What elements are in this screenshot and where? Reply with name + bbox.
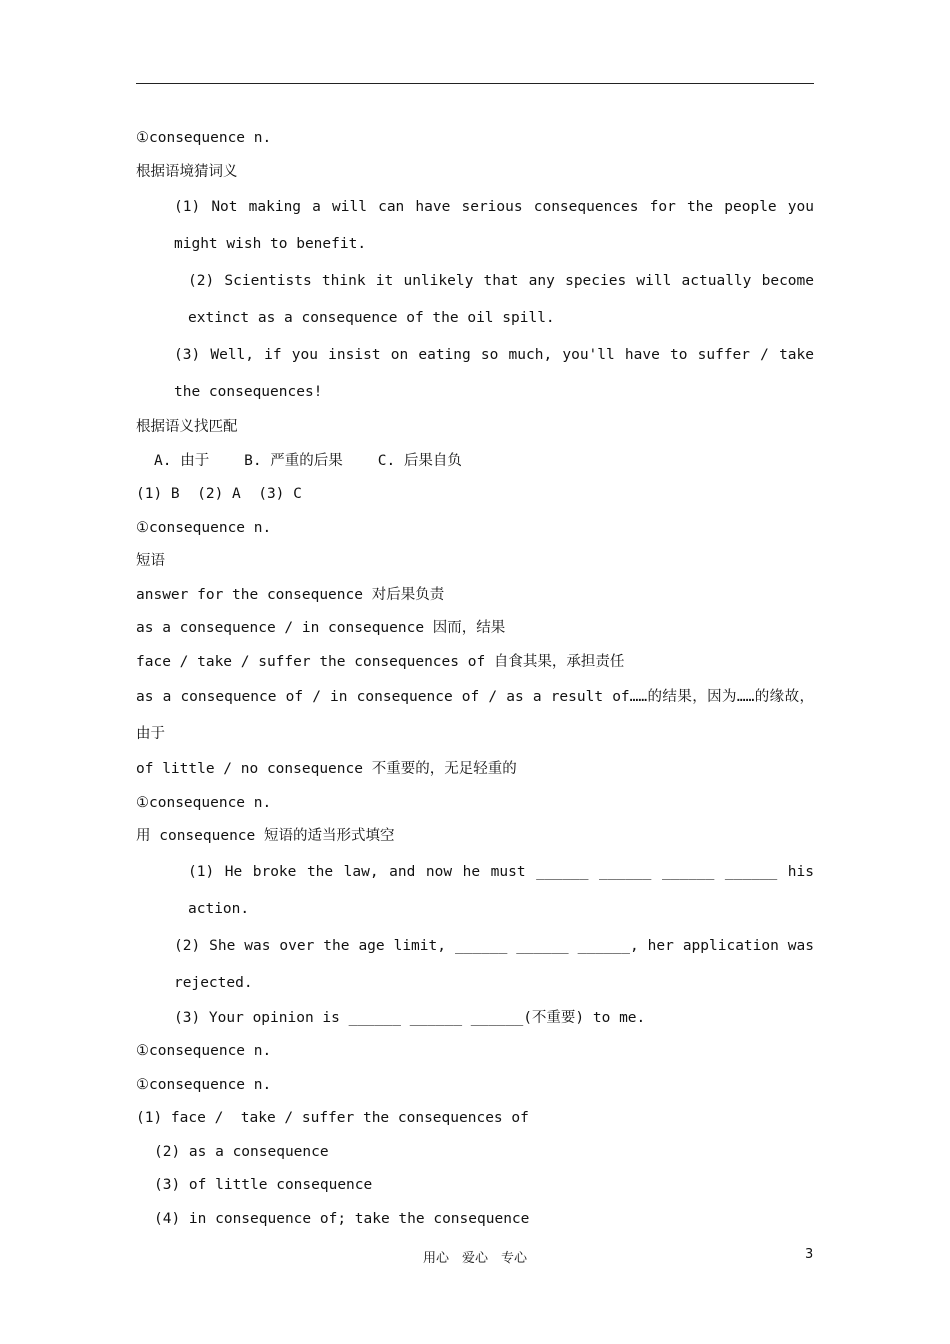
text-line: (1) B (2) A (3) C: [136, 486, 302, 502]
text-line: ①consequence n.: [136, 130, 272, 146]
text-line: (1) face / take / suffer the consequences of: [136, 1110, 529, 1126]
text-line: 短语: [136, 553, 165, 569]
text-line: 根据语义找匹配: [136, 419, 238, 435]
text-line: (3) Your opinion is ______ ______ ______(不重要) to me.: [174, 1009, 646, 1026]
text-line: (2) as a consequence: [154, 1143, 329, 1160]
page-body: [136, 122, 814, 1236]
text-paragraph: (1) Not making a will can have serious consequences for the people you might wish to benefit.: [174, 199, 814, 252]
text-line: ①consequence n.: [136, 1043, 272, 1059]
text-line: answer for the consequence 对后果负责: [136, 586, 445, 603]
text-paragraph: as a consequence of / in consequence of / as a result of……的结果，因为……的缘故，由于: [136, 689, 814, 742]
text-paragraph: (3) Well, if you insist on eating so much, you'll have to suffer / take the consequences!: [174, 347, 814, 400]
text-line: A. 由于 B. 严重的后果 C. 后果自负: [154, 452, 462, 469]
text-line: ①consequence n.: [136, 794, 272, 811]
text-line: (3) of little consequence: [154, 1177, 373, 1193]
text-line: of little / no consequence 不重要的，无足轻重的: [136, 761, 517, 777]
text-line: (4) in consequence of; take the consequence: [154, 1210, 530, 1227]
page-footer: [0, 1247, 950, 1267]
text-paragraph: (2) Scientists think it unlikely that any species will actually become extinct as a consequence of the oil spill.: [188, 273, 814, 326]
text-line: ①consequence n.: [136, 1076, 272, 1093]
page-number: 3: [805, 1247, 814, 1262]
text-line: 根据语境猜词义: [136, 163, 238, 180]
text-line: as a consequence / in consequence 因而，结果: [136, 620, 506, 636]
text-line: 用 consequence 短语的适当形式填空: [136, 828, 395, 844]
text-line: ①consequence n.: [136, 519, 272, 536]
header-rule: [136, 83, 814, 84]
text-line: face / take / suffer the consequences of 自食其果，承担责任: [136, 653, 625, 670]
footer-motto: 用心 爱心 专心: [422, 1251, 527, 1266]
text-paragraph: (1) He broke the law, and now he must ______ ______ ______ ______ his action.: [188, 863, 814, 917]
text-paragraph: (2) She was over the age limit, ______ ______ ______, her application was rejected.: [174, 937, 814, 991]
